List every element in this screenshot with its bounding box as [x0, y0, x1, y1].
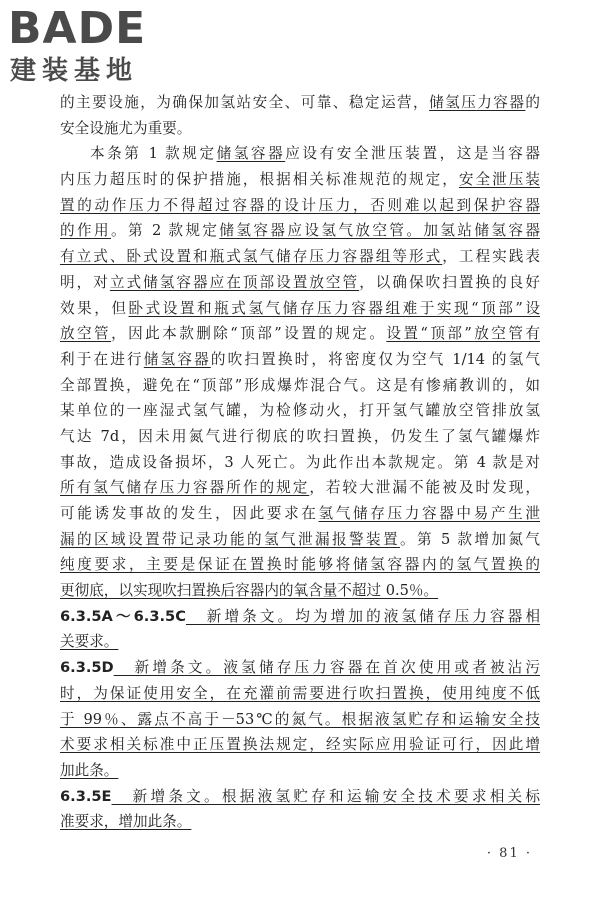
document-body	[60, 90, 540, 835]
text-segment: ，若较大泄漏不能被及时发现，	[309, 479, 540, 497]
text-line	[60, 90, 540, 116]
text-segment: 立式储氢容器应在顶部设置放空管	[109, 273, 360, 291]
text-segment: 气达 7d，因未用氮气进行彻底的吹扫置换，仍发生了氢气罐爆炸	[60, 427, 540, 445]
text-segment: 卧式设置和瓶式氢气储存压力容器组难于实现“顶部”设	[128, 299, 540, 317]
text-segment: ，因此本款删除“顶部”设置的规定。	[111, 325, 387, 343]
text-segment: ，工程实践表	[442, 248, 540, 266]
text-segment: 准要求，增加此条。	[60, 813, 192, 831]
text-line	[60, 552, 540, 578]
text-segment: 事故，造成设备损坏，3 人死亡。为此作出本款规定。第 4 款是对	[60, 453, 540, 471]
text-line	[60, 732, 540, 758]
text-line	[60, 604, 540, 630]
text-line	[60, 681, 540, 707]
text-segment: 的作用	[60, 222, 111, 240]
text-segment: 新增条文。液氢储存压力容器在首次使用或者被沾污	[113, 659, 540, 677]
brand-logo	[8, 4, 178, 94]
clause-number: 6.3.5A～6.3.5C	[60, 607, 186, 625]
text-line	[60, 141, 540, 167]
text-segment: 更彻底，以实现吹扫置换后容器内的氧含量不超过 0.5％。	[60, 582, 439, 600]
text-line	[60, 475, 540, 501]
text-line	[60, 450, 540, 476]
text-segment: 的主要设施，为确保加氢站安全、可靠、稳定运营，	[60, 94, 430, 111]
text-segment: 全部置换，避免在“顶部”形成爆炸混合气。这是有惨痛教训的，如	[60, 376, 540, 394]
text-line	[60, 501, 540, 527]
text-segment: 某单位的一座湿式氢气罐，为检修动火，打开氢气罐放空管排放氢	[60, 402, 540, 420]
text-segment: 。第 2 款规定	[111, 222, 220, 240]
text-segment: 新增条文。均为增加的液氢储存压力容器相	[185, 607, 540, 625]
text-line	[60, 784, 540, 810]
text-segment: 所有氢气储存压力容器所作的规定	[60, 479, 310, 497]
text-segment: 安全设施尤为重要。	[60, 119, 192, 137]
text-segment: 时，为保证使用安全，在充灌前需要进行吹扫置换，使用纯度不低	[60, 684, 540, 702]
text-segment: 利于在进行	[60, 350, 144, 368]
text-line	[60, 167, 540, 193]
text-line	[60, 809, 540, 835]
text-segment: 的吹扫置换时，将密度仅为空气 1/14 的氢气	[210, 350, 540, 368]
text-segment: 置的动作压力不得超过容器的设计压力，否则难以起到保护容器	[60, 196, 540, 214]
text-segment: 关要求。	[60, 633, 119, 651]
text-segment: 氢气储存压力容器中易产生泄	[318, 505, 540, 522]
text-line	[60, 655, 540, 681]
text-segment: 储氢容器应设氢气放空管。加氢站储氢容器	[219, 222, 540, 240]
text-segment: 安全泄压装	[458, 171, 540, 189]
text-segment: 新增条文。根据液氢贮存和运输安全技术要求相关标	[111, 787, 540, 805]
text-segment: 术要求相关标准中正压置换法规定，经实际应用验证可行，因此增	[60, 736, 540, 754]
text-segment: 。第 5 款增加氮气	[400, 530, 540, 548]
text-line	[60, 296, 540, 322]
text-segment: 明，对	[60, 273, 110, 291]
text-line	[60, 321, 540, 347]
logo-wordmark: BADE	[8, 3, 147, 54]
text-line	[60, 373, 540, 399]
text-line	[60, 244, 540, 270]
text-segment: 内压力超压时的保护措施，根据相关标准规范的规定，	[60, 171, 459, 189]
text-segment: 有立式、卧式设置和瓶式氢气储存压力容器组等形式	[60, 248, 443, 266]
text-segment: 加此条。	[60, 761, 119, 779]
text-line	[60, 398, 540, 424]
text-segment: 的	[525, 94, 540, 111]
text-line	[60, 424, 540, 450]
text-segment: 于 99％、露点不高于－53℃的氮气。根据液氢贮存和运输安全技	[60, 710, 540, 728]
text-segment: 纯度要求，主要是保证在置换时能够将储氢容器内的氢气置换的	[60, 556, 540, 574]
text-segment: 漏的区域设置带记录功能的氢气泄漏报警装置	[60, 530, 401, 548]
text-segment: 储氢容器	[143, 350, 211, 368]
page-number: · 81 ·	[486, 846, 532, 861]
text-line	[60, 527, 540, 553]
logo-subtitle: 建装基地	[10, 56, 139, 86]
text-line	[60, 218, 540, 244]
text-line	[60, 270, 540, 296]
text-segment: 本条第 1 款规定	[90, 145, 217, 163]
text-line	[60, 193, 540, 219]
text-segment: 放空管	[60, 325, 112, 343]
text-segment: 可能诱发事故的发生，因此要求在	[60, 505, 319, 522]
text-line	[60, 116, 540, 142]
clause-number: 6.3.5D	[60, 659, 114, 677]
text-segment: 设置“顶部”放空管有	[386, 325, 540, 343]
text-segment: 储氢容器	[216, 145, 286, 163]
clause-number: 6.3.5E	[60, 787, 112, 805]
text-line	[60, 629, 540, 655]
text-line	[60, 578, 540, 604]
text-line	[60, 707, 540, 733]
text-line	[60, 347, 540, 373]
text-segment: 效果，但	[60, 299, 129, 317]
text-line	[60, 758, 540, 784]
text-segment: 储氢压力容器	[429, 94, 526, 111]
text-segment: 应设有安全泄压装置，这是当容器	[285, 145, 540, 163]
text-segment: ，以确保吹扫置换的良好	[359, 273, 540, 291]
